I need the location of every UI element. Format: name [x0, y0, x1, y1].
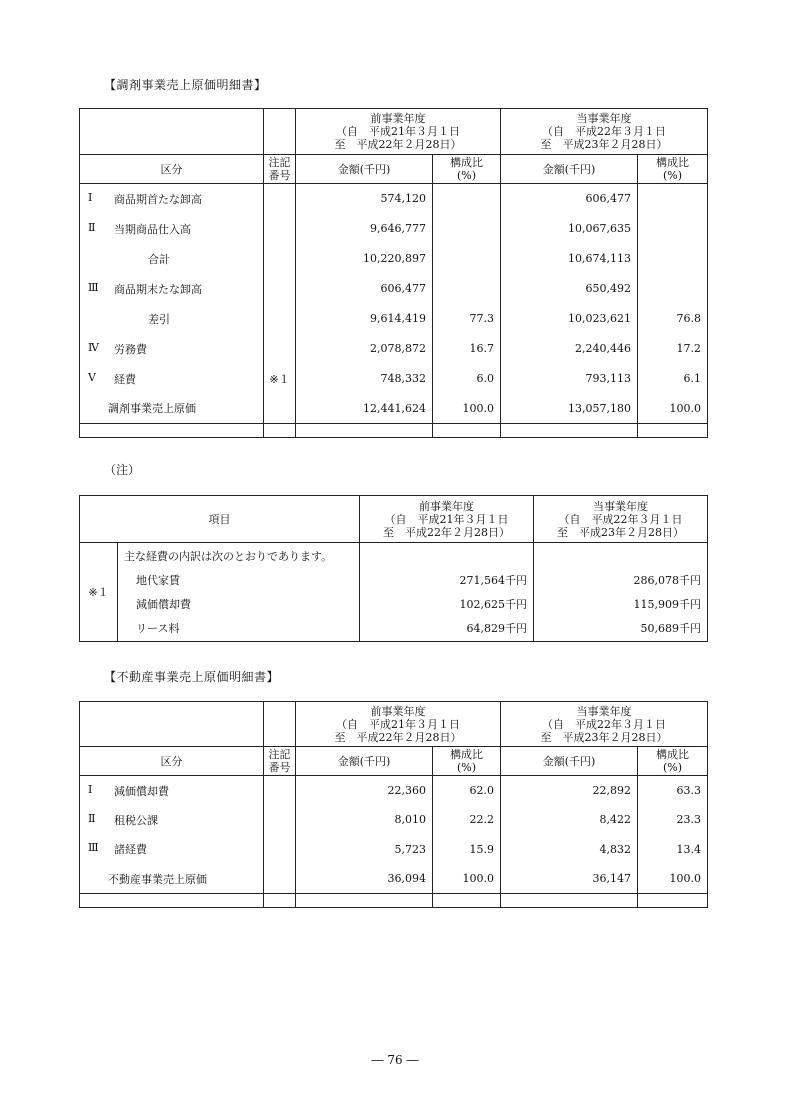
curr-amount-cell: [501, 244, 638, 274]
row-number: Ⅲ: [88, 841, 99, 855]
curr-amount: 22,892: [592, 784, 631, 797]
row-note: ※１: [264, 364, 296, 394]
prev-ratio: 77.3: [433, 304, 501, 334]
row-label: 商品期末たな卸高: [114, 282, 202, 296]
col-curr-ratio: 構成比 (%): [638, 747, 708, 776]
row-number: Ⅲ: [88, 280, 99, 294]
table2-title: 【不動産事業売上原価明細書】: [104, 670, 280, 684]
row-label: 調剤事業売上原価: [108, 402, 196, 416]
row-label-cell: [80, 184, 264, 214]
prev-amount-cell: [296, 334, 433, 364]
prev-period-header: 前事業年度 （自 平成21年３月１日 至 平成22年２月28日）: [296, 109, 501, 155]
table-row: [80, 214, 708, 244]
prev-amount: 9,614,419: [370, 312, 426, 325]
row-note: [264, 184, 296, 214]
prev-ratio: 100.0: [433, 394, 501, 424]
curr-ratio: [638, 274, 708, 304]
row-note: [264, 805, 296, 835]
header-blank: [264, 109, 296, 155]
prev-amount-cell: [296, 864, 433, 894]
prev-amount-cell: [296, 776, 433, 806]
row-label-cell: [80, 835, 264, 865]
prev-amount: 574,120: [380, 192, 426, 206]
col-note: 注記 番号: [264, 747, 296, 776]
notes-label: （注）: [104, 463, 141, 477]
row-note: [264, 864, 296, 894]
notes-prev-values: [360, 543, 534, 642]
col-item: 項目: [80, 496, 360, 543]
notes-item-label: 地代家賃: [136, 574, 180, 587]
col-curr-ratio: 構成比 (%): [638, 155, 708, 184]
row-number: Ⅰ: [88, 782, 93, 796]
prev-ratio: 15.9: [433, 835, 501, 865]
prev-amount-cell: [296, 394, 433, 424]
prev-amount-cell: [296, 805, 433, 835]
curr-amount: 13,057,180: [568, 401, 631, 415]
notes-curr-value: 286,078千円: [633, 574, 701, 587]
notes-curr-period-header: 当事業年度 （自 平成22年３月１日 至 平成23年２月28日）: [534, 496, 708, 543]
row-label-cell: [80, 394, 264, 424]
row-label: 当期商品仕入高: [114, 222, 191, 236]
row-label-cell: [80, 805, 264, 835]
table-row: [80, 776, 708, 806]
col-prev-amount: 金額(千円): [296, 747, 433, 776]
curr-period-header: 当事業年度 （自 平成22年３月１日 至 平成23年２月28日）: [501, 702, 708, 747]
notes-prev-value: 64,829千円: [466, 622, 527, 635]
row-number: Ⅰ: [88, 190, 93, 204]
prev-amount: 8,010: [394, 813, 426, 827]
prev-ratio: 22.2: [433, 805, 501, 835]
prev-ratio: [433, 184, 501, 214]
header-blank: [80, 109, 264, 155]
curr-ratio: [638, 184, 708, 214]
row-number: Ⅱ: [88, 220, 96, 234]
prev-ratio: [433, 214, 501, 244]
row-note: [264, 244, 296, 274]
table-row: [80, 835, 708, 865]
row-label: 差引: [148, 312, 170, 326]
curr-ratio: 100.0: [638, 394, 708, 424]
curr-ratio: [638, 244, 708, 274]
table-row: [80, 394, 708, 424]
curr-period-header: 当事業年度 （自 平成22年３月１日 至 平成23年２月28日）: [501, 109, 708, 155]
notes-item-label: リース料: [136, 622, 180, 635]
prev-ratio: 6.0: [433, 364, 501, 394]
curr-amount-cell: [501, 776, 638, 806]
curr-amount-cell: [501, 184, 638, 214]
row-note: [264, 274, 296, 304]
prev-ratio: 62.0: [433, 776, 501, 806]
curr-amount: 793,113: [585, 372, 631, 385]
real-estate-cost-table: [79, 701, 708, 908]
row-note: [264, 304, 296, 334]
row-number: Ⅱ: [88, 811, 96, 825]
note-mark: ※１: [80, 543, 118, 642]
prev-amount: 5,723: [394, 842, 426, 856]
prev-amount-cell: [296, 184, 433, 214]
prev-amount: 9,646,777: [370, 222, 426, 235]
prev-amount: 36,094: [387, 872, 426, 885]
curr-amount-cell: [501, 864, 638, 894]
notes-curr-values: [534, 543, 708, 642]
prev-amount: 2,078,872: [370, 342, 426, 355]
page-number: ― 76 ―: [371, 1053, 419, 1067]
row-note: [264, 334, 296, 364]
row-label: 租税公課: [114, 813, 158, 827]
prev-amount-cell: [296, 274, 433, 304]
notes-prev-value: 271,564千円: [459, 574, 527, 587]
table-row: [80, 805, 708, 835]
header-blank: [264, 702, 296, 747]
row-label: 経費: [114, 372, 136, 386]
row-note: [264, 776, 296, 806]
prev-amount: 22,360: [387, 784, 426, 797]
curr-amount-cell: [501, 394, 638, 424]
row-note: [264, 214, 296, 244]
table-row: [80, 274, 708, 304]
curr-ratio: 6.1: [638, 364, 708, 394]
table-row: [80, 364, 708, 394]
prev-amount: 10,220,897: [363, 252, 426, 265]
curr-amount: 2,240,446: [575, 342, 631, 355]
row-label-cell: [80, 364, 264, 394]
table-row: [80, 304, 708, 334]
curr-ratio: 17.2: [638, 334, 708, 364]
col-kubun: 区分: [80, 747, 264, 776]
row-label-cell: [80, 244, 264, 274]
curr-amount: 10,023,621: [568, 312, 631, 325]
curr-amount-cell: [501, 805, 638, 835]
col-prev-ratio: 構成比 (%): [433, 155, 501, 184]
table-row-blank: [80, 894, 708, 908]
row-label-cell: [80, 864, 264, 894]
notes-curr-value: 115,909千円: [633, 598, 701, 611]
notes-intro: 主な経費の内訳は次のとおりであります。: [124, 550, 333, 563]
prev-ratio: 16.7: [433, 334, 501, 364]
header-blank: [80, 702, 264, 747]
notes-prev-period-header: 前事業年度 （自 平成21年３月１日 至 平成22年２月28日）: [360, 496, 534, 543]
curr-amount: 650,492: [585, 282, 631, 295]
curr-ratio: 63.3: [638, 776, 708, 806]
curr-ratio: 100.0: [638, 864, 708, 894]
row-label-cell: [80, 274, 264, 304]
table-row: [80, 864, 708, 894]
curr-amount: 8,422: [599, 813, 631, 827]
curr-ratio: 13.4: [638, 835, 708, 865]
curr-ratio: 76.8: [638, 304, 708, 334]
prev-amount-cell: [296, 835, 433, 865]
prev-ratio: [433, 274, 501, 304]
curr-amount-cell: [501, 274, 638, 304]
table-row: [80, 184, 708, 214]
curr-amount: 10,674,113: [568, 252, 631, 265]
dispensing-cost-table: [79, 108, 708, 438]
row-note: [264, 394, 296, 424]
row-label: 減価償却費: [114, 784, 169, 798]
prev-ratio: 100.0: [433, 864, 501, 894]
curr-amount: 36,147: [592, 872, 631, 885]
curr-ratio: 23.3: [638, 805, 708, 835]
row-label: 商品期首たな卸高: [114, 192, 202, 206]
row-label-cell: [80, 304, 264, 334]
prev-period-header: 前事業年度 （自 平成21年３月１日 至 平成22年２月28日）: [296, 702, 501, 747]
col-curr-amount: 金額(千円): [501, 747, 638, 776]
curr-amount: 4,832: [599, 842, 631, 856]
row-number: Ⅳ: [88, 340, 99, 354]
prev-amount: 12,441,624: [363, 401, 426, 415]
notes-item-label: 減価償却費: [136, 598, 191, 611]
row-label-cell: [80, 334, 264, 364]
notes-curr-value: 50,689千円: [640, 622, 701, 635]
notes-prev-value: 102,625千円: [459, 598, 527, 611]
prev-amount-cell: [296, 304, 433, 334]
table1-title: 【調剤事業売上原価明細書】: [104, 78, 267, 92]
row-number: Ⅴ: [88, 370, 96, 384]
prev-amount-cell: [296, 214, 433, 244]
row-label: 諸経費: [114, 843, 147, 857]
table-row: [80, 334, 708, 364]
col-prev-amount: 金額(千円): [296, 155, 433, 184]
curr-amount: 10,067,635: [568, 222, 631, 235]
prev-amount-cell: [296, 244, 433, 274]
col-prev-ratio: 構成比 (%): [433, 747, 501, 776]
row-label-cell: [80, 776, 264, 806]
notes-breakdown: [118, 543, 360, 642]
curr-amount-cell: [501, 835, 638, 865]
col-note: 注記 番号: [264, 155, 296, 184]
row-label-cell: [80, 214, 264, 244]
curr-amount-cell: [501, 334, 638, 364]
curr-ratio: [638, 214, 708, 244]
curr-amount: 606,477: [585, 192, 631, 206]
prev-ratio: [433, 244, 501, 274]
table-row: [80, 244, 708, 274]
col-curr-amount: 金額(千円): [501, 155, 638, 184]
curr-amount-cell: [501, 214, 638, 244]
prev-amount: 606,477: [380, 282, 426, 295]
col-kubun: 区分: [80, 155, 264, 184]
row-note: [264, 835, 296, 865]
row-label: 労務費: [114, 342, 147, 356]
curr-amount-cell: [501, 304, 638, 334]
row-label: 合計: [148, 252, 170, 266]
table-row-blank: [80, 424, 708, 438]
curr-amount-cell: [501, 364, 638, 394]
row-label: 不動産事業売上原価: [108, 872, 207, 886]
prev-amount-cell: [296, 364, 433, 394]
prev-amount: 748,332: [380, 372, 426, 385]
notes-table: [79, 495, 708, 642]
